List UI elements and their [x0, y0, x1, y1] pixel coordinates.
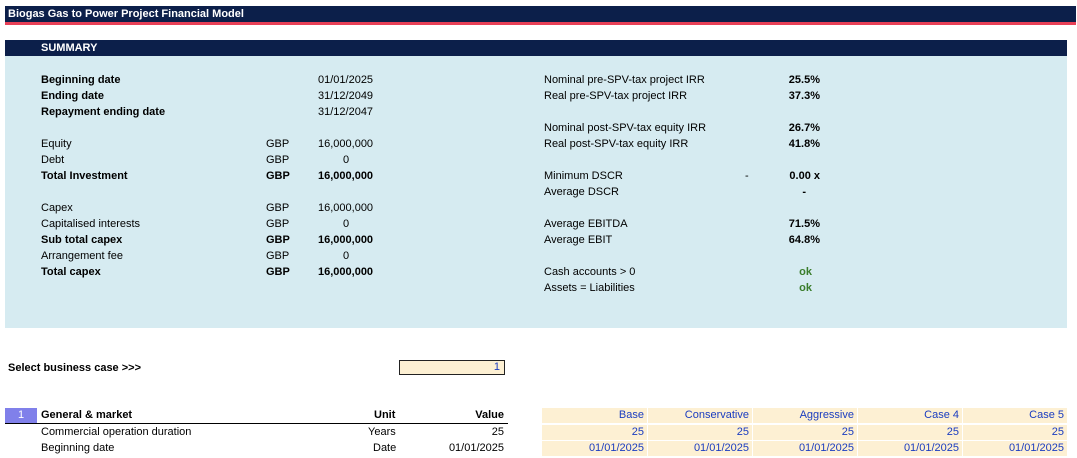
row-value[interactable]: 71.5% — [788, 218, 820, 230]
summary-row-balance-check — [5, 280, 835, 296]
table-row-label: Beginning date — [41, 442, 115, 454]
section-number: 1 — [5, 408, 37, 423]
row-value[interactable]: 64.8% — [788, 234, 820, 246]
summary-row-real-post-tax-irr — [5, 136, 835, 152]
summary-row-arrangement-fee — [5, 248, 405, 264]
table-row-unit: Date — [373, 442, 397, 454]
row-label: Beginning date — [41, 74, 121, 86]
case-cell[interactable]: 25 — [753, 425, 857, 440]
unit-column-header: Unit — [374, 409, 396, 421]
business-case-label: Select business case >>> — [8, 362, 142, 374]
table-row-unit: Years — [368, 426, 396, 438]
title-bar — [5, 6, 1076, 25]
model-title: Biogas Gas to Power Project Financial Model — [8, 8, 244, 20]
section-title: General & market — [41, 409, 133, 421]
row-label: Ending date — [41, 90, 104, 102]
row-label: Sub total capex — [41, 234, 123, 246]
case-header-aggressive[interactable]: Aggressive — [753, 408, 857, 423]
row-label: Cash accounts > 0 — [544, 266, 636, 278]
summary-row-average-ebit — [5, 232, 835, 248]
row-unit: GBP — [266, 170, 290, 182]
case-header-base[interactable]: Base — [542, 408, 647, 423]
summary-row-repayment-ending-date — [5, 104, 405, 120]
row-label: Average EBITDA — [544, 218, 628, 230]
row-label: Assets = Liabilities — [544, 282, 635, 294]
summary-row-nominal-pre-tax-irr — [5, 72, 835, 88]
row-label: Real pre-SPV-tax project IRR — [544, 90, 688, 102]
case-header-case4[interactable]: Case 4 — [858, 408, 962, 423]
row-label: Average DSCR — [544, 186, 619, 198]
case-cell[interactable]: 25 — [858, 425, 962, 440]
row-value[interactable]: 31/12/2047 — [318, 106, 374, 118]
summary-row-capex — [5, 200, 405, 216]
row-unit: GBP — [266, 250, 290, 262]
row-label: Capitalised interests — [41, 218, 141, 230]
summary-row-debt — [5, 152, 405, 168]
row-label: Arrangement fee — [41, 250, 123, 262]
row-label: Total capex — [41, 266, 101, 278]
row-dash: - — [745, 170, 749, 182]
row-value[interactable]: 16,000,000 — [318, 266, 374, 278]
row-value[interactable]: 25.5% — [788, 74, 820, 86]
case-cell[interactable]: 25 — [542, 425, 647, 440]
row-value[interactable]: 41.8% — [788, 138, 820, 150]
row-value[interactable]: 16,000,000 — [318, 138, 374, 150]
row-value[interactable]: 01/01/2025 — [318, 74, 374, 86]
row-unit: GBP — [266, 266, 290, 278]
case-cell[interactable]: 25 — [963, 425, 1067, 440]
row-value[interactable]: 16,000,000 — [318, 234, 374, 246]
case-cell[interactable]: 01/01/2025 — [963, 441, 1067, 456]
summary-header-label: SUMMARY — [41, 42, 98, 54]
row-label: Real post-SPV-tax equity IRR — [544, 138, 689, 150]
row-label: Nominal pre-SPV-tax project IRR — [544, 74, 705, 86]
row-unit: GBP — [266, 202, 290, 214]
case-cell[interactable]: 01/01/2025 — [753, 441, 857, 456]
table-row-label: Commercial operation duration — [41, 426, 192, 438]
check-status: ok — [799, 282, 812, 294]
summary-row-minimum-dscr — [5, 168, 835, 184]
row-label: Minimum DSCR — [544, 170, 623, 182]
case-header-case5[interactable]: Case 5 — [963, 408, 1067, 423]
row-label: Debt — [41, 154, 65, 166]
row-label: Equity — [41, 138, 72, 150]
row-value[interactable]: 0 — [343, 250, 350, 262]
row-value[interactable]: 16,000,000 — [318, 202, 374, 214]
row-label: Repayment ending date — [41, 106, 166, 118]
summary-row-cash-check — [5, 264, 835, 280]
row-unit: GBP — [266, 154, 290, 166]
summary-row-average-ebitda — [5, 216, 835, 232]
row-value[interactable]: 37.3% — [788, 90, 820, 102]
case-header-conservative[interactable]: Conservative — [648, 408, 752, 423]
row-label: Average EBIT — [544, 234, 613, 246]
row-value[interactable]: 0.00 x — [789, 170, 820, 182]
row-label: Capex — [41, 202, 73, 214]
summary-row-real-pre-tax-irr — [5, 88, 835, 104]
row-value[interactable]: 0 — [343, 218, 350, 230]
summary-panel — [5, 56, 1067, 328]
row-value[interactable]: 31/12/2049 — [318, 90, 374, 102]
case-cell[interactable]: 01/01/2025 — [858, 441, 962, 456]
row-unit: GBP — [266, 138, 290, 150]
case-cell[interactable]: 25 — [648, 425, 752, 440]
table-row-value[interactable]: 25 — [491, 426, 504, 438]
row-unit: GBP — [266, 218, 290, 230]
table-row-value[interactable]: 01/01/2025 — [448, 442, 504, 454]
summary-row-nominal-post-tax-irr — [5, 120, 835, 136]
case-cell[interactable]: 01/01/2025 — [648, 441, 752, 456]
row-label: Nominal post-SPV-tax equity IRR — [544, 122, 707, 134]
row-label: Total Investment — [41, 170, 128, 182]
row-value[interactable]: - — [802, 186, 806, 198]
row-value[interactable]: 0 — [343, 154, 350, 166]
row-value[interactable]: 26.7% — [788, 122, 820, 134]
business-case-input[interactable]: 1 — [399, 360, 505, 375]
row-unit: GBP — [266, 234, 290, 246]
row-value[interactable]: 16,000,000 — [318, 170, 374, 182]
value-column-header: Value — [475, 409, 504, 421]
summary-row-average-dscr — [5, 184, 835, 200]
case-cell[interactable]: 01/01/2025 — [542, 441, 647, 456]
check-status: ok — [799, 266, 812, 278]
summary-header — [5, 40, 1067, 56]
